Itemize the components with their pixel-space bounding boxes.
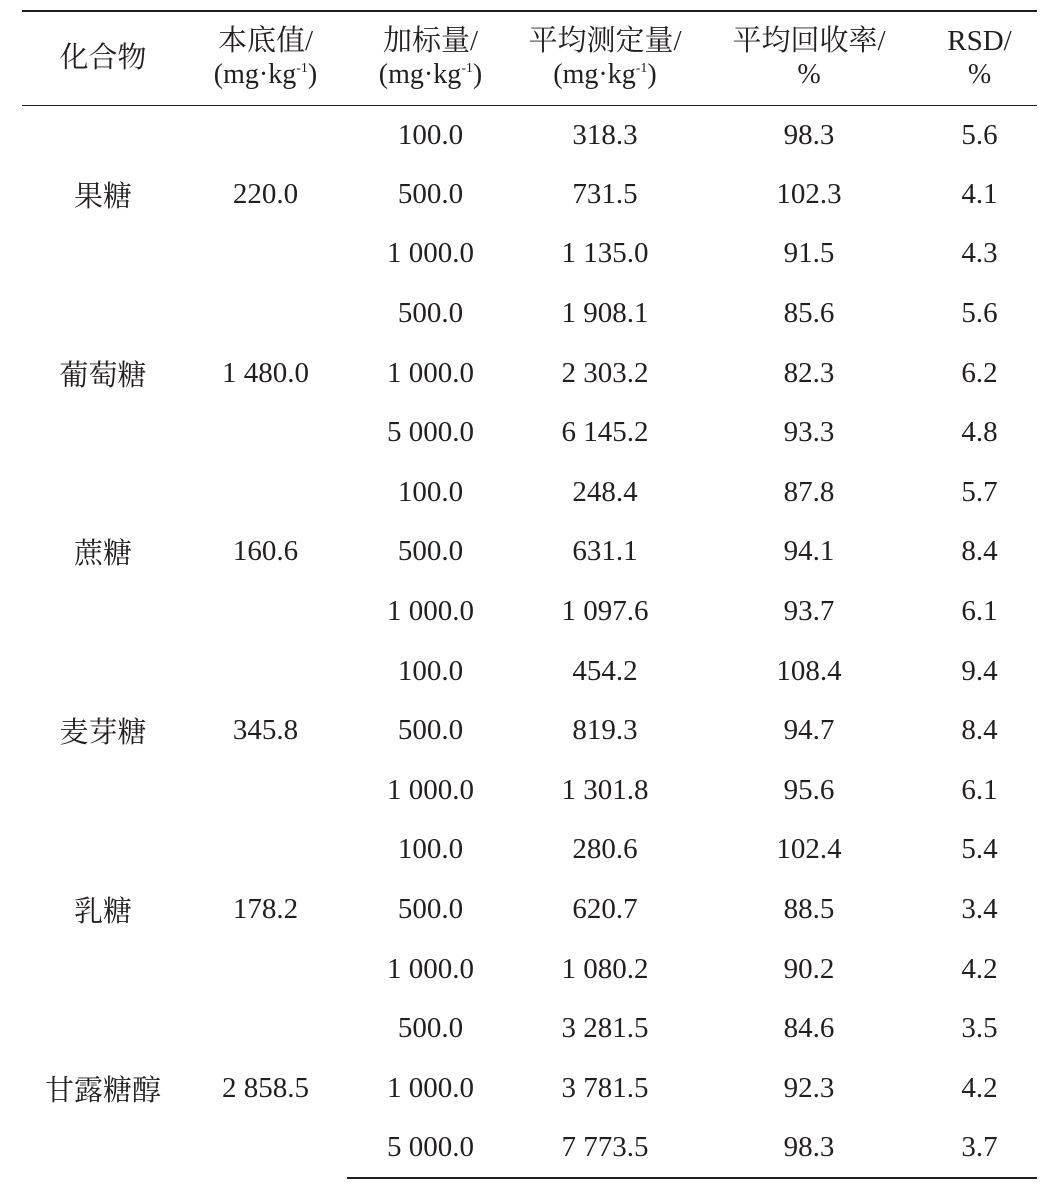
rsd-cell: 5.4 bbox=[961, 833, 998, 866]
measured-cell: 6 145.2 bbox=[561, 416, 649, 449]
header-recovery bbox=[696, 11, 922, 105]
spike-cell: 5 000.0 bbox=[347, 1118, 514, 1178]
measured-cell: 731.5 bbox=[572, 177, 638, 210]
recovery-cell: 90.2 bbox=[783, 952, 835, 985]
compound-cell: 葡萄糖 bbox=[59, 359, 147, 392]
recovery-cell: 98.3 bbox=[783, 118, 835, 151]
header-spike bbox=[347, 11, 514, 105]
rsd-cell: 4.2 bbox=[961, 952, 998, 985]
measured-cell: 1 097.6 bbox=[561, 595, 649, 628]
recovery-cell: 91.5 bbox=[783, 237, 835, 270]
recovery-table bbox=[22, 10, 1037, 1179]
spike-cell: 500.0 bbox=[397, 177, 464, 210]
table-body bbox=[22, 105, 1037, 1178]
measured-cell: 3 781.5 bbox=[561, 1071, 649, 1104]
spike-cell: 1 000.0 bbox=[387, 356, 474, 389]
rsd-cell: 9.4 bbox=[961, 654, 998, 687]
table-row bbox=[22, 820, 1037, 880]
header-compound bbox=[22, 11, 184, 105]
spike-cell: 5 000.0 bbox=[387, 416, 474, 449]
spike-cell: 500.0 bbox=[397, 1012, 464, 1045]
compound-cell: 蔗糖 bbox=[73, 538, 132, 571]
compound-cell: 麦芽糖 bbox=[59, 717, 147, 750]
header-rsd bbox=[922, 11, 1037, 105]
measured-cell: 248.4 bbox=[572, 475, 638, 508]
measured-cell: 1 080.2 bbox=[561, 952, 649, 985]
header-spike-label: 加标量/ bbox=[382, 25, 479, 58]
recovery-cell: 94.7 bbox=[783, 714, 835, 747]
measured-cell: 280.6 bbox=[572, 833, 638, 866]
unit-close: ) bbox=[472, 59, 483, 91]
unit-text: (mg·kg bbox=[378, 59, 462, 91]
table-row bbox=[22, 463, 1037, 523]
rsd-cell: 5.7 bbox=[961, 475, 998, 508]
recovery-cell: 88.5 bbox=[783, 893, 835, 926]
recovery-cell: 94.1 bbox=[783, 535, 835, 568]
header-rsd-label: RSD/ bbox=[947, 25, 1012, 58]
spike-cell: 500.0 bbox=[397, 893, 464, 926]
background-cell: 178.2 bbox=[232, 893, 299, 926]
spike-cell: 1 000.0 bbox=[387, 237, 474, 270]
rsd-cell: 5.6 bbox=[961, 297, 998, 330]
recovery-cell: 92.3 bbox=[783, 1071, 835, 1104]
recovery-cell: 87.8 bbox=[783, 475, 835, 508]
rsd-cell: 5.6 bbox=[961, 118, 998, 151]
background-cell: 2 858.5 bbox=[222, 1071, 309, 1104]
header-measured-unit bbox=[514, 58, 696, 92]
unit-exponent: -1 bbox=[635, 61, 648, 77]
background-cell: 220.0 bbox=[232, 177, 299, 210]
header-measured-label: 平均测定量/ bbox=[528, 25, 682, 58]
rsd-cell: 3.5 bbox=[961, 1012, 998, 1045]
unit-close: ) bbox=[647, 59, 657, 91]
table-header bbox=[22, 11, 1037, 105]
header-background-label: 本底值/ bbox=[217, 25, 314, 58]
measured-cell: 3 281.5 bbox=[561, 1012, 649, 1045]
recovery-cell: 84.6 bbox=[783, 1012, 835, 1045]
recovery-cell: 93.3 bbox=[783, 416, 835, 449]
header-background bbox=[184, 11, 347, 105]
table-row bbox=[22, 999, 1037, 1059]
unit-exponent: -1 bbox=[461, 61, 473, 77]
recovery-cell: 82.3 bbox=[783, 356, 835, 389]
spike-cell: 1 000.0 bbox=[387, 952, 474, 985]
rsd-cell: 6.2 bbox=[961, 356, 998, 389]
measured-cell: 2 303.2 bbox=[561, 356, 649, 389]
spike-cell: 100.0 bbox=[397, 475, 464, 508]
spike-cell: 100.0 bbox=[397, 118, 464, 151]
recovery-cell: 93.7 bbox=[783, 595, 835, 628]
header-recovery-label: 平均回收率/ bbox=[732, 25, 886, 58]
measured-cell: 1 908.1 bbox=[561, 297, 649, 330]
compound-cell: 乳糖 bbox=[73, 896, 132, 929]
spike-cell: 1 000.0 bbox=[387, 595, 474, 628]
background-cell: 345.8 bbox=[232, 714, 299, 747]
spike-cell: 500.0 bbox=[397, 714, 464, 747]
header-compound-label: 化合物 bbox=[59, 42, 147, 75]
rsd-cell: 3.4 bbox=[961, 893, 998, 926]
measured-cell: 1 301.8 bbox=[561, 773, 649, 806]
background-cell: 1 480.0 bbox=[222, 356, 309, 389]
header-recovery-unit: % bbox=[797, 59, 821, 91]
rsd-cell: 4.1 bbox=[961, 177, 998, 210]
table-row bbox=[22, 105, 1037, 165]
spike-cell: 500.0 bbox=[397, 297, 464, 330]
spike-cell: 100.0 bbox=[397, 654, 464, 687]
background-cell: 160.6 bbox=[232, 535, 299, 568]
rsd-cell: 8.4 bbox=[961, 535, 998, 568]
compound-cell: 果糖 bbox=[73, 180, 132, 213]
unit-text: (mg·kg bbox=[213, 59, 297, 91]
rsd-cell: 6.1 bbox=[961, 773, 998, 806]
header-measured bbox=[514, 11, 696, 105]
table-row bbox=[22, 641, 1037, 701]
measured-cell: 318.3 bbox=[572, 118, 638, 151]
measured-cell: 7 773.5 bbox=[514, 1118, 696, 1178]
rsd-cell: 8.4 bbox=[961, 714, 998, 747]
unit-text: (mg·kg bbox=[553, 59, 636, 91]
rsd-cell: 3.7 bbox=[922, 1118, 1037, 1178]
recovery-cell: 85.6 bbox=[783, 297, 835, 330]
unit-exponent: -1 bbox=[296, 61, 308, 77]
measured-cell: 620.7 bbox=[572, 893, 638, 926]
spike-cell: 1 000.0 bbox=[387, 773, 474, 806]
header-rsd-unit: % bbox=[967, 59, 992, 91]
measured-cell: 819.3 bbox=[572, 714, 638, 747]
measured-cell: 631.1 bbox=[572, 535, 638, 568]
spike-cell: 500.0 bbox=[397, 535, 464, 568]
recovery-cell: 95.6 bbox=[783, 773, 835, 806]
measured-cell: 454.2 bbox=[572, 654, 638, 687]
spike-cell: 100.0 bbox=[397, 833, 464, 866]
rsd-cell: 6.1 bbox=[961, 595, 998, 628]
rsd-cell: 4.8 bbox=[961, 416, 998, 449]
header-row bbox=[22, 11, 1037, 105]
recovery-cell: 98.3 bbox=[696, 1118, 922, 1178]
recovery-cell: 102.3 bbox=[776, 177, 842, 210]
header-background-unit bbox=[184, 58, 347, 92]
measured-cell: 1 135.0 bbox=[561, 237, 649, 270]
compound-cell: 甘露糖醇 bbox=[44, 1074, 161, 1107]
recovery-cell: 108.4 bbox=[776, 654, 842, 687]
table-row bbox=[22, 284, 1037, 344]
recovery-cell: 102.4 bbox=[776, 833, 842, 866]
spike-cell: 1 000.0 bbox=[387, 1071, 474, 1104]
rsd-cell: 4.2 bbox=[961, 1071, 998, 1104]
rsd-cell: 4.3 bbox=[961, 237, 998, 270]
header-spike-unit bbox=[347, 58, 514, 92]
unit-close: ) bbox=[307, 59, 318, 91]
